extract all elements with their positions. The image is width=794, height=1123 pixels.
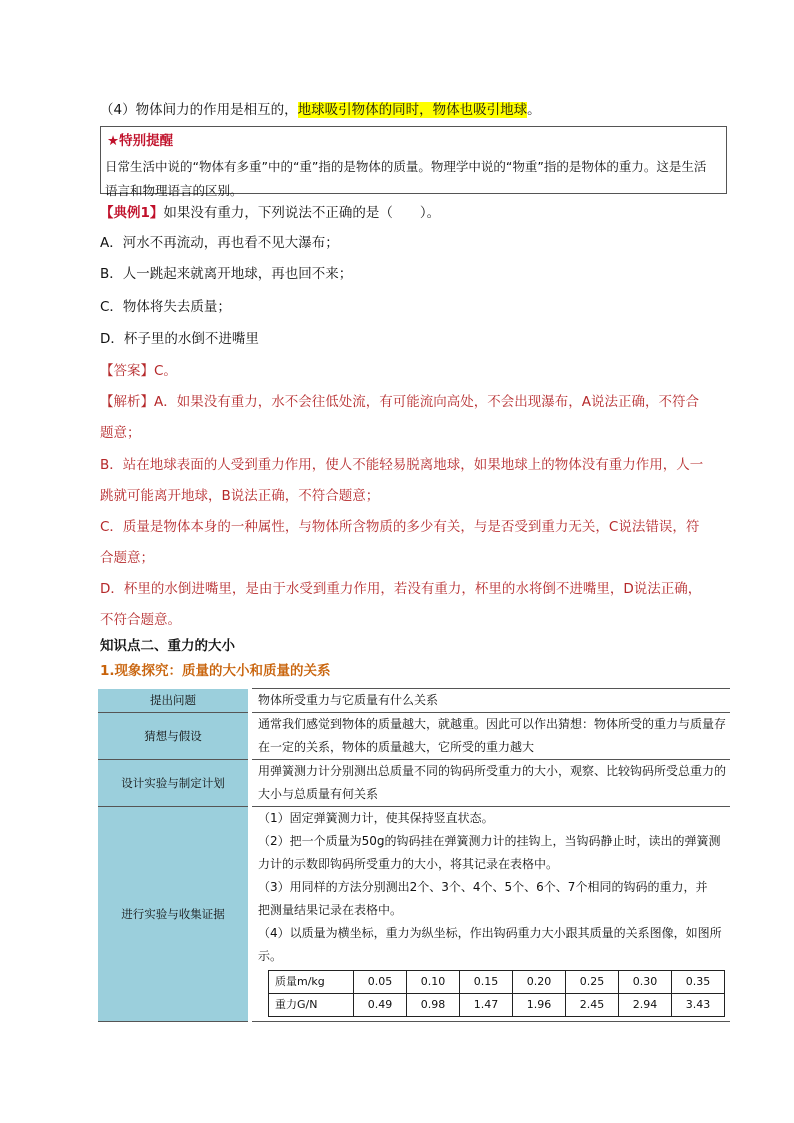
option-c: C．物体将失去质量； [100, 299, 231, 315]
mass-value: 0.10 [407, 971, 460, 994]
mass-value: 0.25 [566, 971, 619, 994]
answer-text: C。 [154, 363, 177, 379]
content-line: 在一定的关系，物体的质量越大，它所受的重力越大 [258, 740, 535, 754]
section-subtitle: 1.现象探究：质量的大小和质量的关系 [100, 663, 331, 679]
paragraph-4-suffix: 。 [527, 102, 541, 118]
row-head: 进行实验与收集证据 [98, 807, 250, 1022]
gravity-row [269, 994, 725, 1017]
highlighted-text: 地球吸引物体的同时，物体也吸引地球 [297, 102, 528, 118]
analysis-line: 合题意； [100, 550, 154, 566]
row-content [250, 689, 730, 713]
example-question [100, 203, 440, 223]
content-line: 力计的示数即钩码所受重力的大小，将其记录在表格中。 [258, 857, 559, 871]
option-b: B．人一跳起来就离开地球，再也回不来； [100, 266, 353, 282]
analysis-line: 不符合题意。 [100, 612, 181, 628]
example-question-text: 如果没有重力，下列说法不正确的是（ ）。 [163, 205, 441, 221]
content-line: 示。 [258, 949, 283, 963]
answer-tag: 【答案】 [100, 363, 154, 379]
content-line: 把测量结果记录在表格中。 [258, 903, 403, 917]
row-content [250, 760, 730, 807]
analysis-tag: 【解析】 [100, 394, 154, 410]
special-reminder-line: 语言和物理语言的区别。 [105, 183, 243, 198]
special-reminder-body [105, 155, 723, 203]
content-line: （4）以质量为横坐标，重力为纵坐标，作出钩码重力大小跟其质量的关系图像，如图所 [258, 926, 722, 940]
analysis-line: D．杯里的水倒进嘴里，是由于水受到重力作用，若没有重力，杯里的水将倒不进嘴里，D说法正确， [100, 581, 702, 597]
row-content [250, 713, 730, 760]
analysis-line [100, 392, 699, 412]
mass-value: 0.20 [513, 971, 566, 994]
inquiry-table [98, 688, 730, 1022]
gravity-value: 3.43 [672, 994, 725, 1017]
analysis-line: B．站在地球表面的人受到重力作用，使人不能轻易脱离地球，如果地球上的物体没有重力作用，人一 [100, 457, 704, 473]
table-row [98, 807, 730, 1022]
content-line: 大小与总质量有何关系 [258, 787, 379, 801]
content-line: 通常我们感觉到物体的质量越大，就越重。因此可以作出猜想：物体所受的重力与质量存 [258, 717, 727, 731]
gravity-value: 2.45 [566, 994, 619, 1017]
paragraph-4-prefix: （4）物体间力的作用是相互的， [100, 102, 298, 118]
content-line: （1）固定弹簧测力计，使其保持竖直状态。 [258, 811, 494, 825]
mass-gravity-table [268, 970, 725, 1017]
analysis-line: C．质量是物体本身的一种属性，与物体所含物质的多少有关，与是否受到重力无关，C说法错误，符 [100, 519, 700, 535]
table-row [98, 760, 730, 807]
section-title: 知识点二、重力的大小 [100, 638, 235, 654]
row-head: 设计实验与制定计划 [98, 760, 250, 807]
analysis-line: 跳就可能离开地球，B说法正确，不符合题意； [100, 488, 380, 504]
special-reminder-title: ★特别提醒 [107, 133, 174, 149]
gravity-value: 0.98 [407, 994, 460, 1017]
mass-value: 0.35 [672, 971, 725, 994]
content-line: 物体所受重力与它质量有什么关系 [258, 693, 439, 707]
paragraph-4 [100, 100, 541, 120]
mass-value: 0.30 [619, 971, 672, 994]
table-row [98, 689, 730, 713]
row-head: 猜想与假设 [98, 713, 250, 760]
analysis-line: 题意； [100, 425, 141, 441]
mass-value: 0.05 [354, 971, 407, 994]
analysis-text: A．如果没有重力，水不会往低处流，有可能流向高处，不会出现瀑布，A说法正确，不符合 [154, 394, 699, 410]
content-line: 用弹簧测力计分别测出总质量不同的钩码所受重力的大小，观察、比较钩码所受总重力的 [258, 764, 727, 778]
mass-value: 0.15 [460, 971, 513, 994]
special-reminder-line: 日常生活中说的“物体有多重”中的“重”指的是物体的质量。物理学中说的“物重”指的是物体的重力。这是生活 [105, 159, 707, 174]
answer-line [100, 361, 177, 381]
mass-label: 质量m/kg [269, 971, 354, 994]
content-line: （3）用同样的方法分别测出2个、3个、4个、5个、6个、7个相同的钩码的重力，并 [258, 880, 708, 894]
mass-row [269, 971, 725, 994]
gravity-value: 1.47 [460, 994, 513, 1017]
option-d: D．杯子里的水倒不进嘴里 [100, 331, 259, 347]
gravity-value: 2.94 [619, 994, 672, 1017]
special-reminder-box [100, 126, 727, 198]
row-content [250, 807, 730, 1022]
row-head: 提出问题 [98, 689, 250, 713]
content-line: （2）把一个质量为50g的钩码挂在弹簧测力计的挂钩上，当钩码静止时，读出的弹簧测 [258, 834, 721, 848]
gravity-label: 重力G/N [269, 994, 354, 1017]
example-tag: 【典例1】 [100, 205, 164, 221]
option-a: A．河水不再流动，再也看不见大瀑布； [100, 235, 339, 251]
gravity-value: 1.96 [513, 994, 566, 1017]
gravity-value: 0.49 [354, 994, 407, 1017]
table-row [98, 713, 730, 760]
